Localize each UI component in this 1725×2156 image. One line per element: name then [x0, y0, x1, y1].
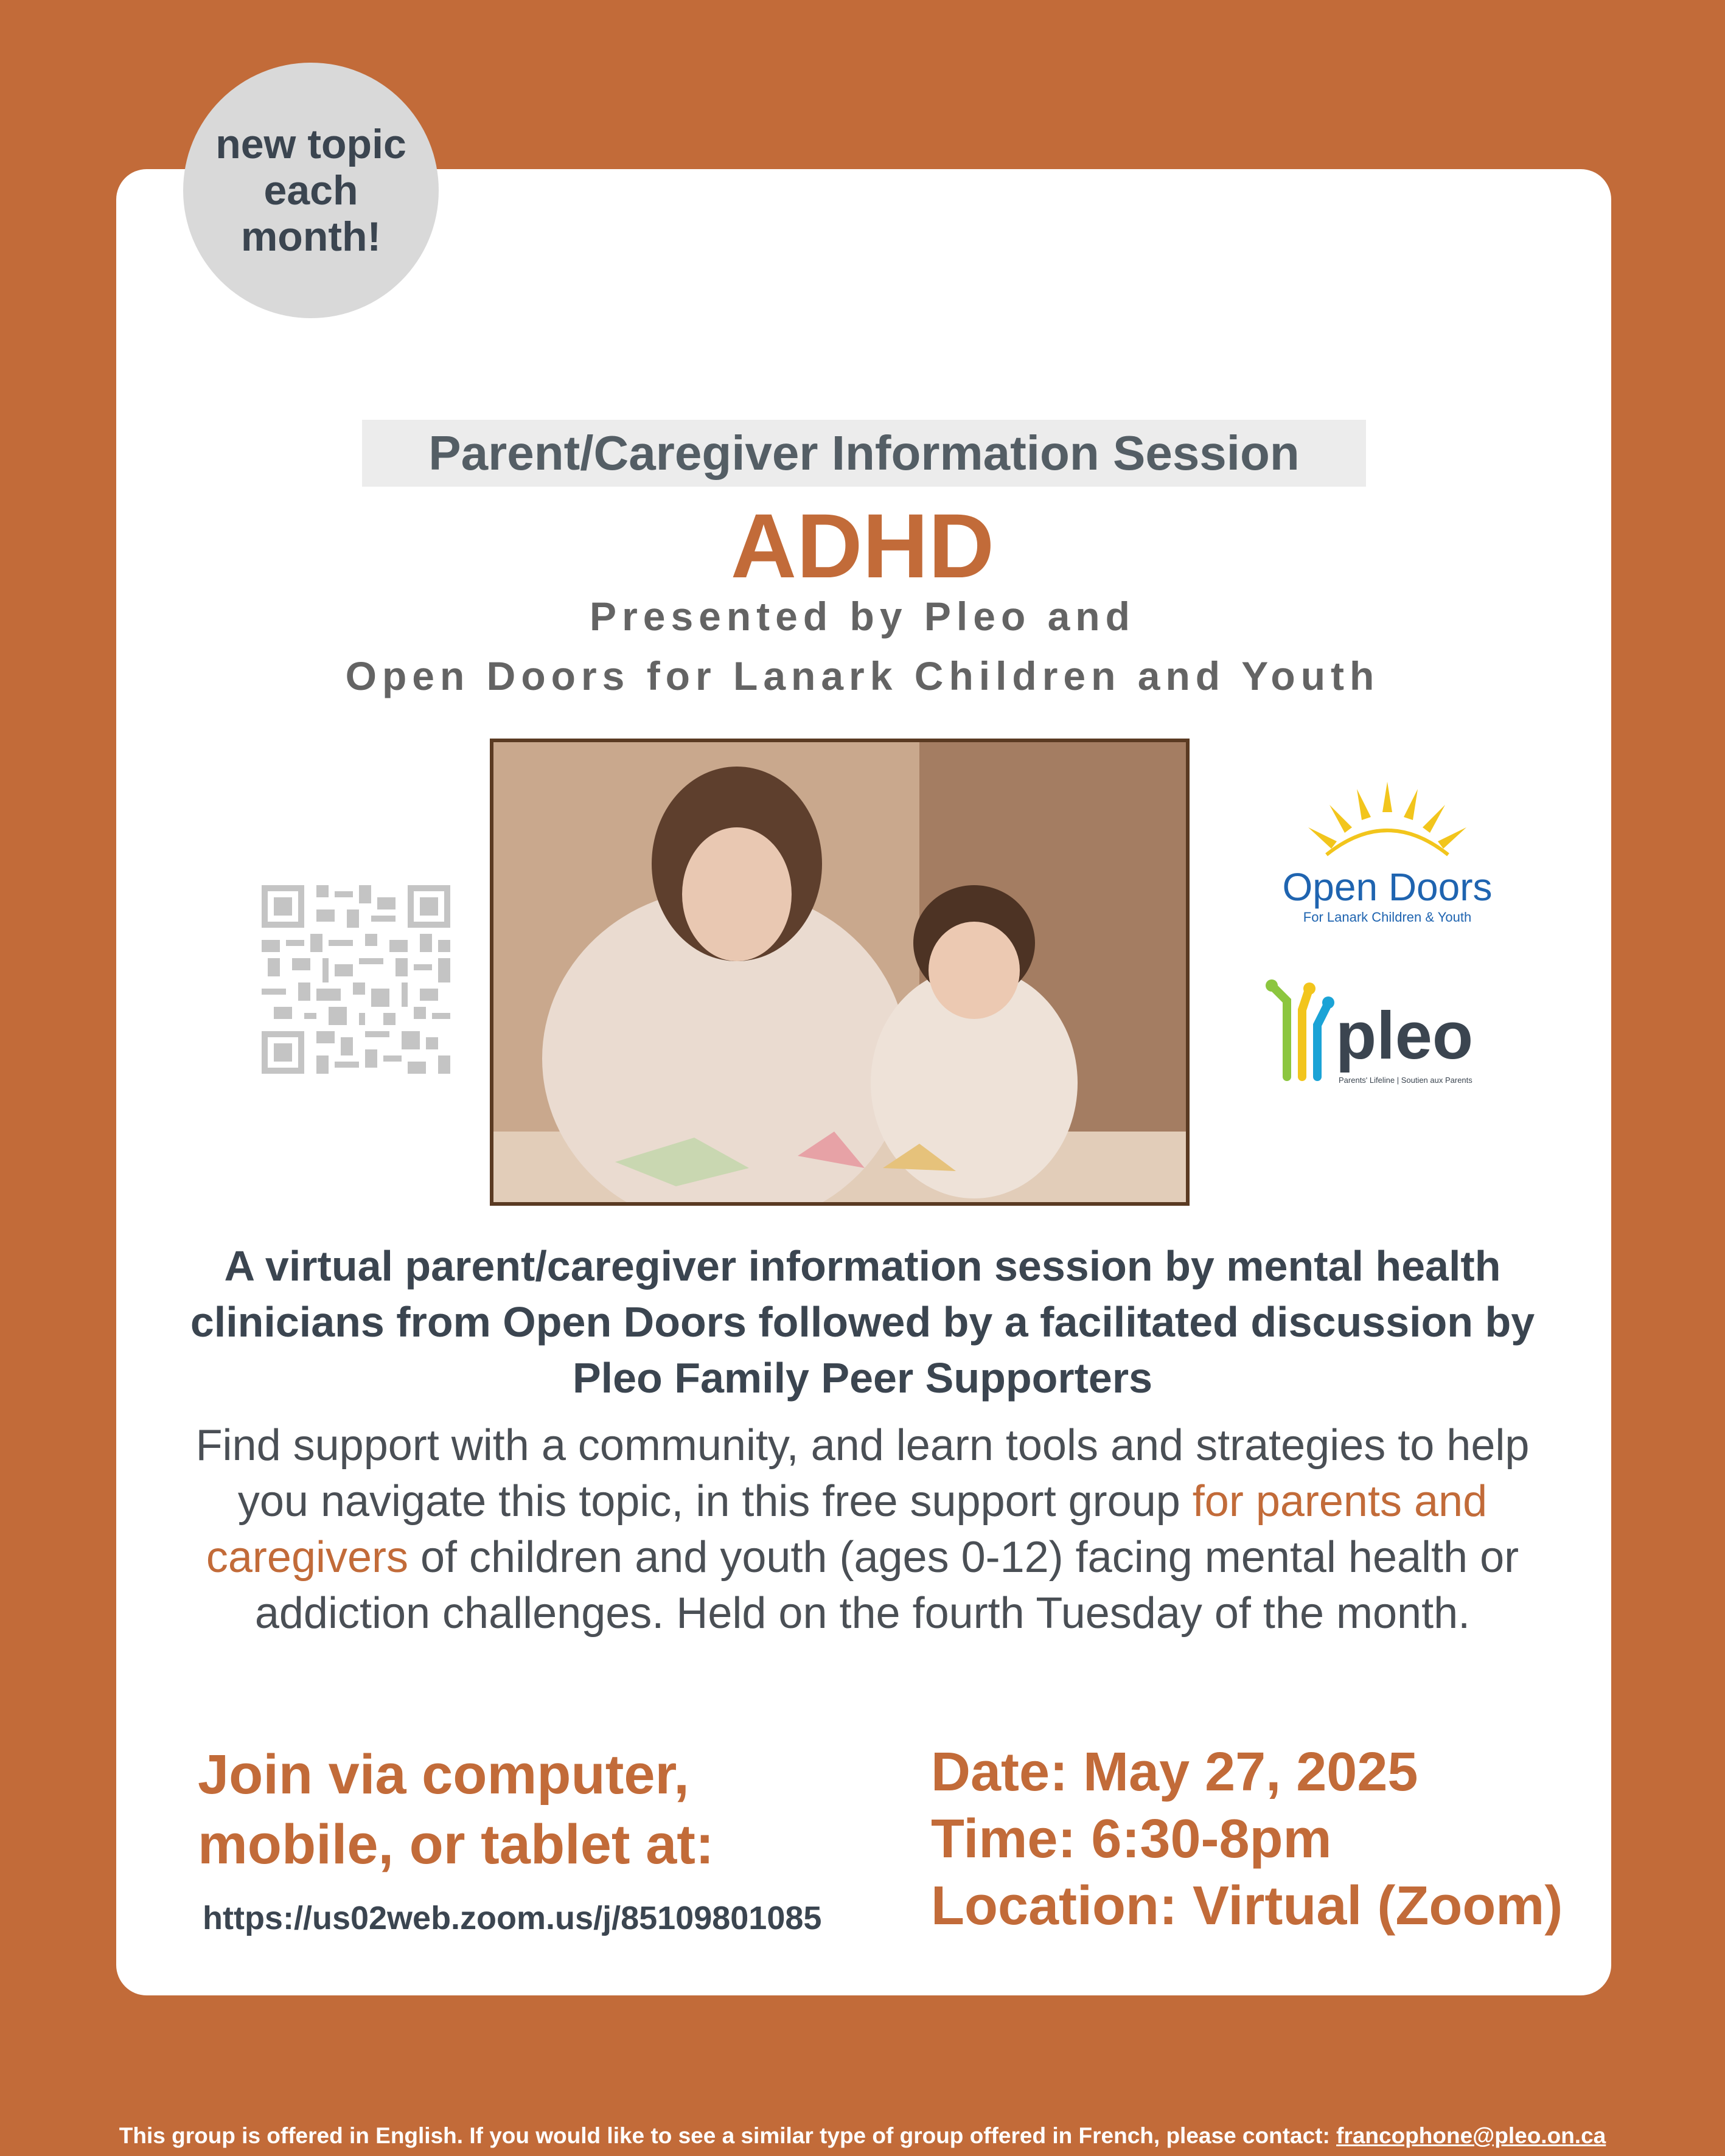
- open-doors-logo-name: Open Doors: [1282, 865, 1493, 909]
- description-text-after: of children and youth (ages 0-12) facing mental health or addiction challenges. Held on the fourth Tuesday of the month.: [254, 1533, 1519, 1638]
- pleo-logo-name: pleo: [1336, 998, 1474, 1073]
- open-doors-logo: [1260, 776, 1515, 940]
- join-instructions: [198, 1740, 916, 1880]
- photo-parent-and-child: [490, 739, 1190, 1206]
- presented-by-line-1: Presented by Pleo and: [590, 594, 1135, 639]
- presented-by-line-2: Open Doors for Lanark Children and Youth: [345, 653, 1380, 698]
- event-date: Date: May 27, 2025: [931, 1742, 1418, 1803]
- footer-text: This group is offered in English. If you would like to see a similar type of group offered in French, please contact:: [119, 2123, 1337, 2148]
- description-highlight: for parents and caregivers: [206, 1477, 1488, 1582]
- french-contact-email-link[interactable]: francophone@pleo.on.ca: [1336, 2123, 1606, 2148]
- session-description: [158, 1417, 1567, 1641]
- event-time: Time: 6:30-8pm: [931, 1809, 1332, 1869]
- qr-code[interactable]: [262, 885, 450, 1074]
- session-title: Parent/Caregiver Information Session: [362, 420, 1366, 487]
- topic-title: ADHD: [730, 495, 995, 597]
- new-topic-badge: [183, 63, 439, 318]
- pleo-logo-tagline: Parents' Lifeline | Soutien aux Parents: [1339, 1076, 1472, 1085]
- description-text-before: Find support with a community, and learn tools and strategies to help you navigate this topic, in this free support group: [195, 1421, 1530, 1526]
- badge-line-3: month!: [240, 214, 382, 260]
- zoom-link[interactable]: https://us02web.zoom.us/j/85109801085: [203, 1900, 822, 1936]
- event-details: [931, 1739, 1600, 1939]
- open-doors-logo-tagline: For Lanark Children & Youth: [1303, 909, 1472, 925]
- badge-line-1: new topic: [215, 121, 406, 167]
- join-line-1: Join via computer,: [198, 1744, 689, 1806]
- badge-line-2: each: [263, 167, 358, 214]
- pleo-logo: [1260, 973, 1515, 1095]
- footer-note: [0, 2122, 1725, 2150]
- join-line-2: mobile, or tablet at:: [198, 1813, 714, 1876]
- session-description-bold: A virtual parent/caregiver information session by mental health clinicians from Open Doors followed by a facilitated discussion by Pleo Family Peer Supporters: [190, 1242, 1535, 1402]
- event-location: Location: Virtual (Zoom): [931, 1876, 1563, 1936]
